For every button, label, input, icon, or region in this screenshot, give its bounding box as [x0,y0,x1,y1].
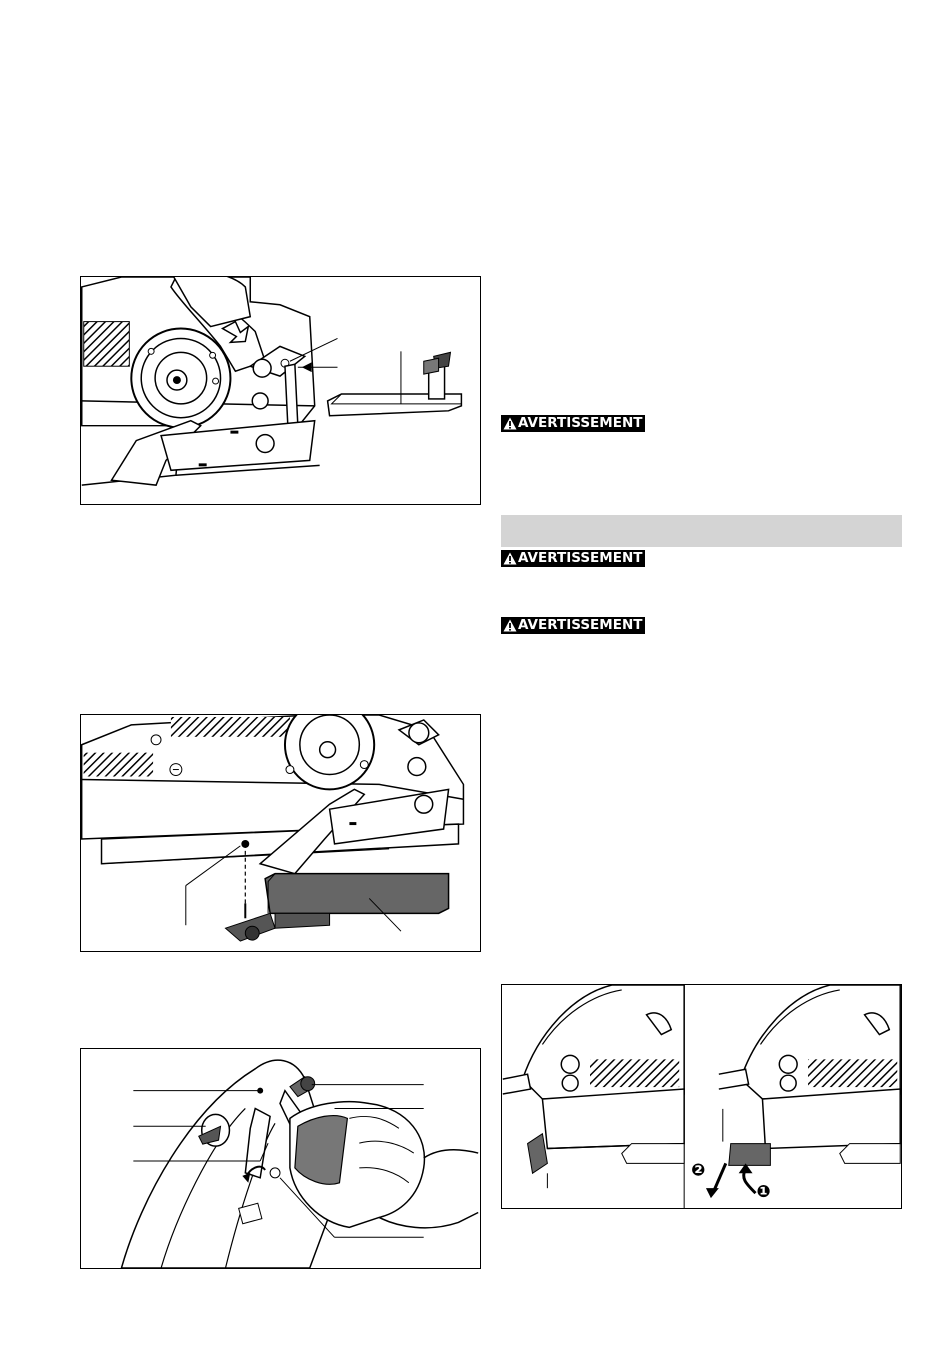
warning-label-2 [501,550,645,567]
warning-text-2: AVERTISSEMENT [518,550,643,566]
warning-text-1: AVERTISSEMENT [518,415,643,431]
warning-triangle-icon [503,619,517,632]
figure-4-rail-rotation [501,984,902,1209]
figure-1-planer-guide-rail [80,276,481,505]
figure-2-rail-attachment [80,714,481,952]
figure-2-drawing [81,715,480,951]
warning-triangle-icon [503,417,517,430]
figure-1-drawing [81,277,480,504]
warning-label-3 [501,617,645,634]
figure-3-drawing [81,1049,480,1268]
arrow-1-label: ❶ [756,1181,771,1202]
warning-triangle-icon [503,552,517,565]
figure-3-depth-adjustment [80,1048,481,1269]
arrow-2-label: ❷ [691,1159,706,1180]
warning-label-1 [501,415,645,432]
warning-text-3: AVERTISSEMENT [518,617,643,633]
figure-4-drawing [502,985,901,1208]
section-header-band [501,515,902,547]
